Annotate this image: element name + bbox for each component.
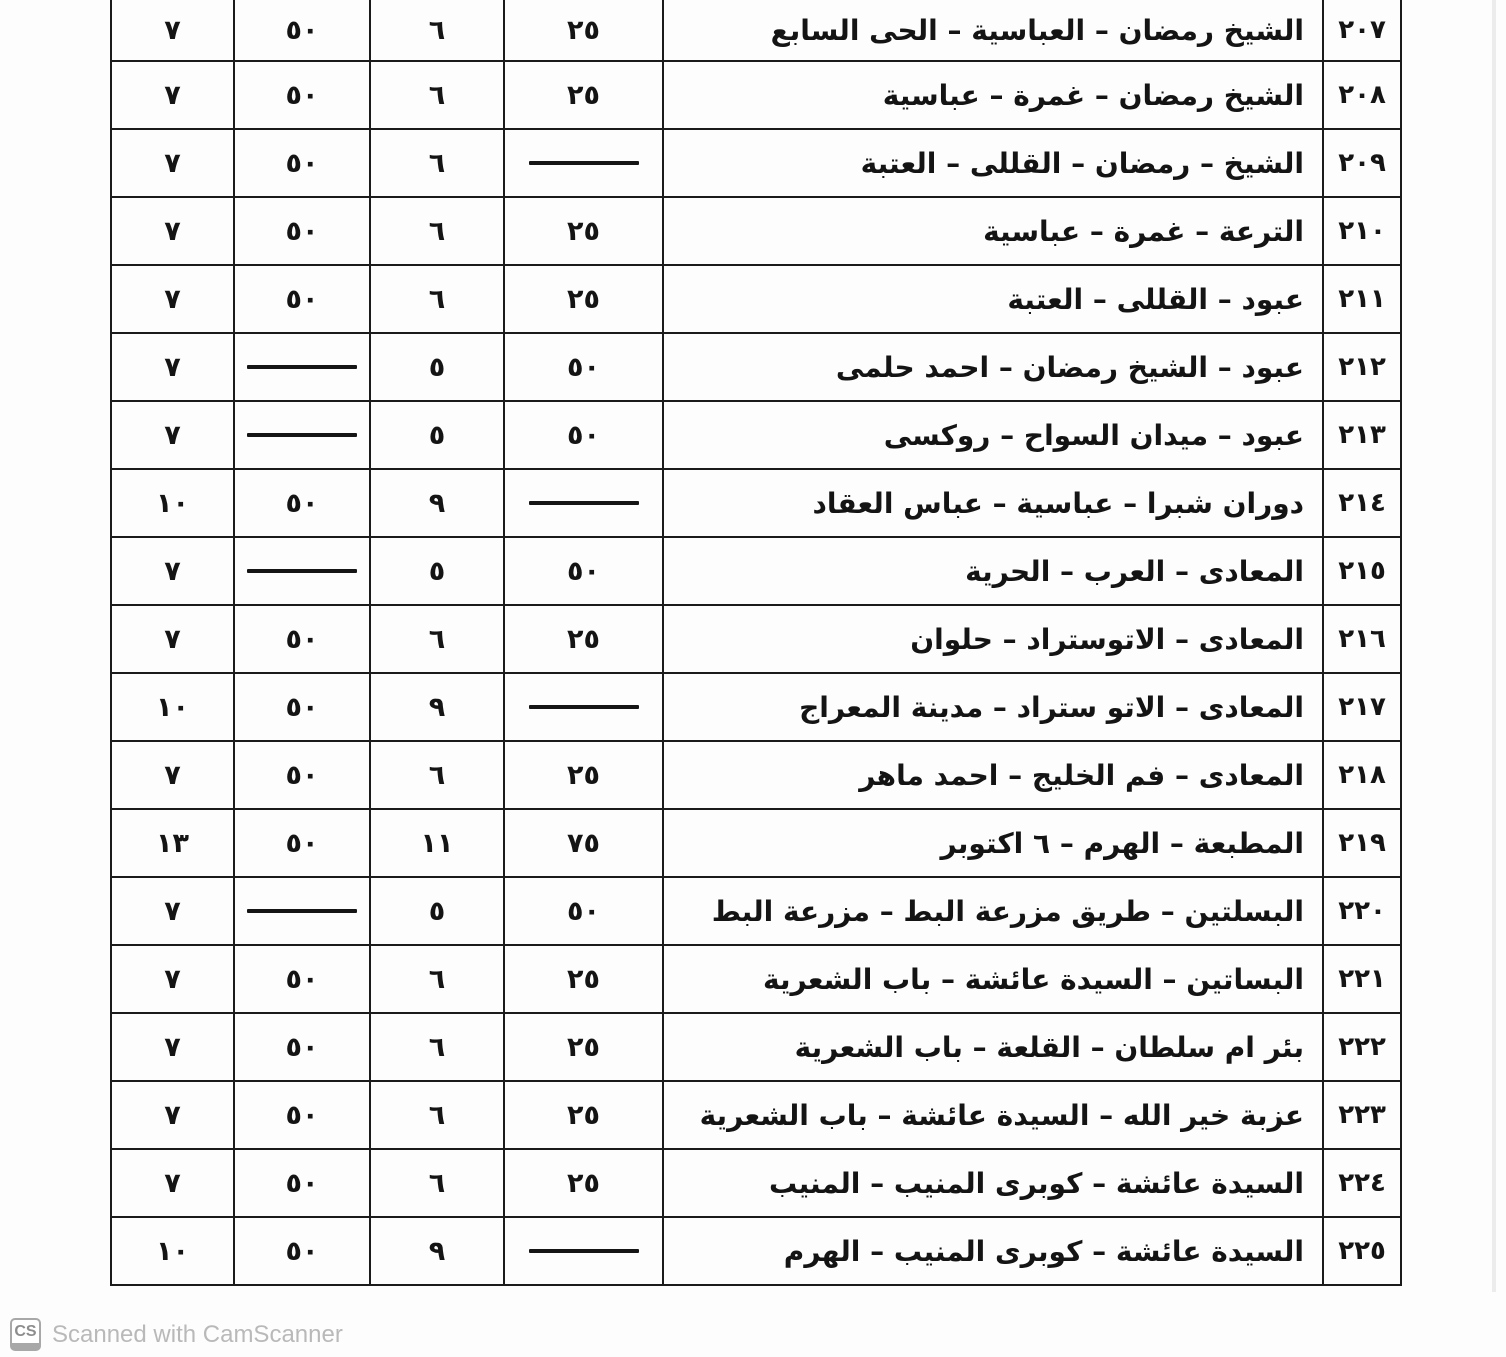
table-row bbox=[112, 1150, 1400, 1218]
value-cell-2: ٦ bbox=[369, 62, 503, 128]
route-name-cell: السيدة عائشة – كوبرى المنيب – المنيب bbox=[662, 1150, 1322, 1216]
value-cell-1: ٢٥ bbox=[503, 742, 662, 808]
route-name-cell: دوران شبرا – عباسية – عباس العقاد bbox=[662, 470, 1322, 536]
value-cell-2: ٩ bbox=[369, 1218, 503, 1284]
value-cell-3: ٥٠ bbox=[233, 470, 369, 536]
value-cell-3: ٥٠ bbox=[233, 1150, 369, 1216]
value-cell-1 bbox=[503, 674, 662, 740]
value-cell-2: ٦ bbox=[369, 946, 503, 1012]
value-cell-2: ٦ bbox=[369, 198, 503, 264]
table-row bbox=[112, 742, 1400, 810]
value-cell-3: ٥٠ bbox=[233, 810, 369, 876]
value-cell-4: ٧ bbox=[164, 555, 181, 587]
route-number-cell: ٢١٤ bbox=[1322, 470, 1400, 536]
value-cell-4: ٧ bbox=[164, 963, 181, 995]
value-cell-4: ٧ bbox=[164, 1031, 181, 1063]
value-cell-4: ٧ bbox=[164, 283, 181, 315]
value-cell-3 bbox=[233, 334, 369, 400]
value-cell-3: ٥٠ bbox=[233, 742, 369, 808]
value-cell-3: ٥٠ bbox=[233, 0, 369, 60]
value-cell-2: ٦ bbox=[369, 266, 503, 332]
value-cell-1: ٥٠ bbox=[503, 878, 662, 944]
table-row bbox=[112, 1014, 1400, 1082]
camscanner-badge-bar bbox=[12, 1343, 39, 1349]
route-number-cell: ٢٢٠ bbox=[1322, 878, 1400, 944]
table-row bbox=[112, 674, 1400, 742]
value-cell-2: ٦ bbox=[369, 130, 503, 196]
scan-edge-shadow bbox=[1492, 0, 1496, 1292]
value-cell-3: ٥٠ bbox=[233, 946, 369, 1012]
route-name-cell: الشيخ – رمضان – القللى – العتبة bbox=[662, 130, 1322, 196]
value-cell-2: ٩ bbox=[369, 674, 503, 740]
dash-mark bbox=[529, 501, 639, 505]
value-cell-2: ٦ bbox=[369, 0, 503, 60]
value-cell-3: ٥٠ bbox=[233, 1014, 369, 1080]
value-cell-2: ٥ bbox=[369, 538, 503, 604]
dash-mark bbox=[247, 433, 357, 437]
value-cell-1: ٢٥ bbox=[503, 62, 662, 128]
value-cell-2: ٦ bbox=[369, 1150, 503, 1216]
route-name-cell: عزبة خير الله – السيدة عائشة – باب الشعرية bbox=[662, 1082, 1322, 1148]
table-row bbox=[112, 946, 1400, 1014]
value-cell-4: ٧ bbox=[164, 895, 181, 927]
route-number-cell: ٢١٨ bbox=[1322, 742, 1400, 808]
route-number-cell: ٢١٠ bbox=[1322, 198, 1400, 264]
dash-mark bbox=[529, 705, 639, 709]
value-cell-4: ٧ bbox=[164, 1099, 181, 1131]
route-number-cell: ٢٢٥ bbox=[1322, 1218, 1400, 1284]
value-cell-1: ٢٥ bbox=[503, 1150, 662, 1216]
dash-mark bbox=[247, 569, 357, 573]
value-cell-4: ٧ bbox=[164, 419, 181, 451]
value-cell-3: ٥٠ bbox=[233, 62, 369, 128]
value-cell-3: ٥٠ bbox=[233, 1082, 369, 1148]
route-number-cell: ٢١٢ bbox=[1322, 334, 1400, 400]
route-name-cell: البساتين – السيدة عائشة – باب الشعرية bbox=[662, 946, 1322, 1012]
value-cell-1 bbox=[503, 130, 662, 196]
value-cell-1: ٢٥ bbox=[503, 1014, 662, 1080]
table-row bbox=[112, 878, 1400, 946]
value-cell-2: ٦ bbox=[369, 1082, 503, 1148]
table-row bbox=[112, 0, 1400, 62]
value-cell-1: ٢٥ bbox=[503, 198, 662, 264]
table-row bbox=[112, 62, 1400, 130]
camscanner-logo-icon bbox=[10, 1318, 41, 1351]
table-row bbox=[112, 198, 1400, 266]
route-number-cell: ٢٠٨ bbox=[1322, 62, 1400, 128]
route-name-cell: الشيخ رمضان – العباسية – الحى السابع bbox=[662, 0, 1322, 60]
route-number-cell: ٢٢٤ bbox=[1322, 1150, 1400, 1216]
value-cell-1: ٥٠ bbox=[503, 402, 662, 468]
camscanner-badge-letters: CS bbox=[14, 1322, 37, 1340]
route-name-cell: المعادى – العرب – الحرية bbox=[662, 538, 1322, 604]
route-number-cell: ٢١٦ bbox=[1322, 606, 1400, 672]
value-cell-3: ٥٠ bbox=[233, 198, 369, 264]
value-cell-3: ٥٠ bbox=[233, 674, 369, 740]
route-number-cell: ٢٢١ bbox=[1322, 946, 1400, 1012]
value-cell-4: ١٠ bbox=[156, 487, 189, 519]
value-cell-2: ٥ bbox=[369, 334, 503, 400]
route-number-cell: ٢١٧ bbox=[1322, 674, 1400, 740]
table-row bbox=[112, 470, 1400, 538]
value-cell-4: ٧ bbox=[164, 147, 181, 179]
value-cell-2: ٥ bbox=[369, 402, 503, 468]
route-number-cell: ٢١٥ bbox=[1322, 538, 1400, 604]
value-cell-2: ٩ bbox=[369, 470, 503, 536]
table-row bbox=[112, 538, 1400, 606]
value-cell-4: ٧ bbox=[164, 14, 181, 46]
value-cell-4: ١٠ bbox=[156, 691, 189, 723]
value-cell-2: ٥ bbox=[369, 878, 503, 944]
route-number-cell: ٢٠٧ bbox=[1322, 0, 1400, 60]
value-cell-4: ٧ bbox=[164, 759, 181, 791]
value-cell-1: ٢٥ bbox=[503, 266, 662, 332]
dash-mark bbox=[247, 365, 357, 369]
value-cell-1: ٢٥ bbox=[503, 606, 662, 672]
value-cell-3: ٥٠ bbox=[233, 606, 369, 672]
value-cell-1: ٥٠ bbox=[503, 334, 662, 400]
value-cell-1: ٢٥ bbox=[503, 1082, 662, 1148]
value-cell-3: ٥٠ bbox=[233, 266, 369, 332]
value-cell-1 bbox=[503, 1218, 662, 1284]
watermark-text: Scanned with CamScanner bbox=[52, 1320, 343, 1348]
route-name-cell: عبود – القللى – العتبة bbox=[662, 266, 1322, 332]
route-name-cell: عبود – ميدان السواح – روكسى bbox=[662, 402, 1322, 468]
table-row bbox=[112, 266, 1400, 334]
value-cell-4: ١٣ bbox=[156, 827, 189, 859]
table-row bbox=[112, 402, 1400, 470]
route-name-cell: المعادى – الاتوستراد – حلوان bbox=[662, 606, 1322, 672]
route-number-cell: ٢١٩ bbox=[1322, 810, 1400, 876]
value-cell-2: ١١ bbox=[369, 810, 503, 876]
route-table bbox=[110, 0, 1402, 1286]
route-name-cell: السيدة عائشة – كوبرى المنيب – الهرم bbox=[662, 1218, 1322, 1284]
table-row bbox=[112, 810, 1400, 878]
table-row bbox=[112, 334, 1400, 402]
table-row bbox=[112, 606, 1400, 674]
value-cell-4: ٧ bbox=[164, 215, 181, 247]
value-cell-2: ٦ bbox=[369, 606, 503, 672]
value-cell-4: ٧ bbox=[164, 1167, 181, 1199]
route-name-cell: البسلتين – طريق مزرعة البط – مزرعة البط bbox=[662, 878, 1322, 944]
dash-mark bbox=[529, 1249, 639, 1253]
dash-mark bbox=[529, 161, 639, 165]
route-name-cell: بئر ام سلطان – القلعة – باب الشعرية bbox=[662, 1014, 1322, 1080]
value-cell-4: ٧ bbox=[164, 351, 181, 383]
value-cell-2: ٦ bbox=[369, 1014, 503, 1080]
value-cell-1 bbox=[503, 470, 662, 536]
route-name-cell: المعادى – الاتو ستراد – مدينة المعراج bbox=[662, 674, 1322, 740]
value-cell-3 bbox=[233, 538, 369, 604]
route-number-cell: ٢١٣ bbox=[1322, 402, 1400, 468]
table-row bbox=[112, 130, 1400, 198]
value-cell-3: ٥٠ bbox=[233, 130, 369, 196]
route-name-cell: المطبعة – الهرم – ٦ اكتوبر bbox=[662, 810, 1322, 876]
route-name-cell: الشيخ رمضان – غمرة – عباسية bbox=[662, 62, 1322, 128]
value-cell-4: ٧ bbox=[164, 79, 181, 111]
value-cell-2: ٦ bbox=[369, 742, 503, 808]
table-row bbox=[112, 1218, 1400, 1286]
value-cell-3 bbox=[233, 878, 369, 944]
route-number-cell: ٢١١ bbox=[1322, 266, 1400, 332]
route-name-cell: الترعة – غمرة – عباسية bbox=[662, 198, 1322, 264]
value-cell-1: ٢٥ bbox=[503, 946, 662, 1012]
route-number-cell: ٢٢٣ bbox=[1322, 1082, 1400, 1148]
route-number-cell: ٢٠٩ bbox=[1322, 130, 1400, 196]
value-cell-3 bbox=[233, 402, 369, 468]
camscanner-watermark bbox=[10, 1318, 343, 1351]
value-cell-1: ٧٥ bbox=[503, 810, 662, 876]
value-cell-1: ٥٠ bbox=[503, 538, 662, 604]
dash-mark bbox=[247, 909, 357, 913]
route-name-cell: عبود – الشيخ رمضان – احمد حلمى bbox=[662, 334, 1322, 400]
value-cell-4: ١٠ bbox=[156, 1235, 189, 1267]
value-cell-3: ٥٠ bbox=[233, 1218, 369, 1284]
table-row bbox=[112, 1082, 1400, 1150]
value-cell-4: ٧ bbox=[164, 623, 181, 655]
value-cell-1: ٢٥ bbox=[503, 0, 662, 60]
route-name-cell: المعادى – فم الخليج – احمد ماهر bbox=[662, 742, 1322, 808]
route-number-cell: ٢٢٢ bbox=[1322, 1014, 1400, 1080]
